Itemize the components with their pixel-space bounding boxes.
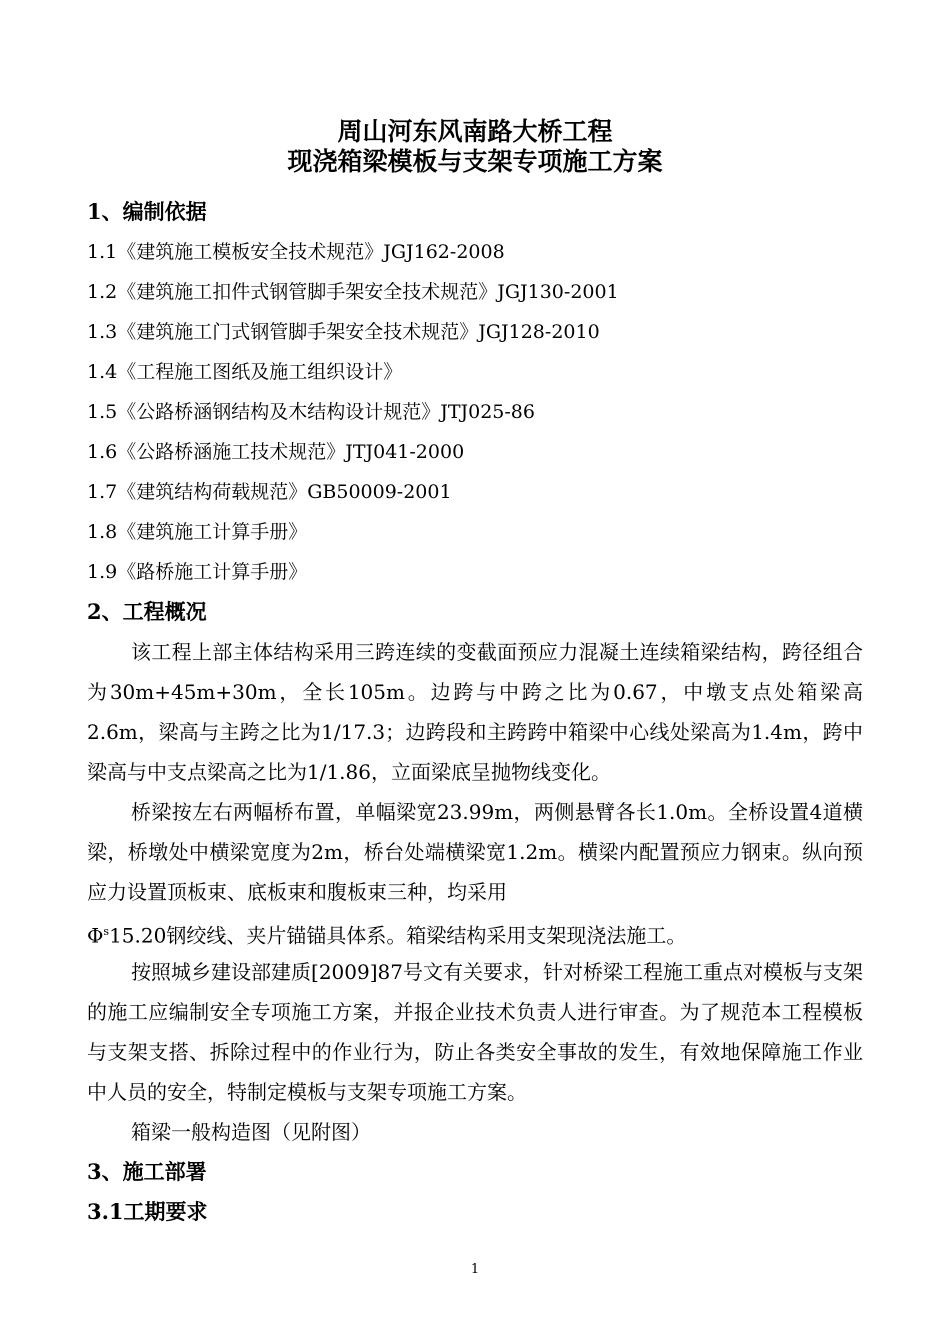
phi-symbol: Φ (87, 923, 104, 948)
section3-subheading: 3.1工期要求 (87, 1199, 208, 1224)
reference-item: 1.1《建筑施工模板安全技术规范》JGJ162-2008 (87, 241, 505, 263)
page-number: 1 (470, 1262, 480, 1277)
document-title-line1: 周山河东风南路大桥工程 (337, 117, 613, 146)
reference-item: 1.5《公路桥涵钢结构及木结构设计规范》JTJ025-86 (87, 401, 535, 423)
reference-item: 1.3《建筑施工门式钢管脚手架安全技术规范》JGJ128-2010 (87, 321, 600, 343)
reference-item: 1.9《路桥施工计算手册》 (87, 561, 308, 583)
phi-superscript: s (103, 925, 110, 938)
overview-paragraph-2: 桥梁按左右两幅桥布置，单幅梁宽23.99m，两侧悬臂各长1.0m。全桥设置4道横梁，桥墩处中横梁宽度为2m，桥台处端横梁宽1.2m。横梁内配置预应力钢束。纵向预应力设置顶板束、底板束和腹板束三种，均采用 (87, 800, 863, 904)
overview-paragraph-3: 按照城乡建设部建质[2009]87号文有关要求，针对桥梁工程施工重点对模板与支架的施工应编制安全专项施工方案，并报企业技术负责人进行审查。为了规范本工程模板与支架支搭、拆除过程中的作业行为，防止各类安全事故的发生，有效地保障施工作业中人员的安全，特制定模板与支架专项施工方案。 (87, 960, 863, 1104)
document-title-line2: 现浇箱梁模板与支架专项施工方案 (287, 147, 663, 176)
reference-item: 1.6《公路桥涵施工技术规范》JTJ041-2000 (87, 441, 465, 463)
section2-heading: 2、工程概况 (87, 599, 207, 624)
section1-heading: 1、编制依据 (87, 199, 207, 224)
reference-item: 1.7《建筑结构荷载规范》GB50009-2001 (87, 481, 452, 503)
strand-description: 15.20钢绞线、夹片锚锚具体系。箱梁结构采用支架现浇法施工。 (109, 923, 687, 948)
reference-item: 1.4《工程施工图纸及施工组织设计》 (87, 361, 403, 383)
reference-item: 1.2《建筑施工扣件式钢管脚手架安全技术规范》JGJ130-2001 (87, 281, 619, 303)
overview-paragraph-2-continued (87, 912, 863, 956)
section3-heading: 3、施工部署 (87, 1159, 207, 1184)
overview-paragraph-1: 该工程上部主体结构采用三跨连续的变截面预应力混凝土连续箱梁结构，跨径组合为30m+45m+30m，全长105m。边跨与中跨之比为0.67，中墩支点处箱梁高2.6m，梁高与主跨之比为1/17.3；边跨段和主跨跨中箱梁中心线处梁高为1.4m，跨中梁高与中支点梁高之比为1/1.86，立面梁底呈抛物线变化。 (87, 640, 863, 784)
reference-item: 1.8《建筑施工计算手册》 (87, 521, 308, 543)
overview-paragraph-4: 箱梁一般构造图（见附图） (131, 1120, 371, 1144)
